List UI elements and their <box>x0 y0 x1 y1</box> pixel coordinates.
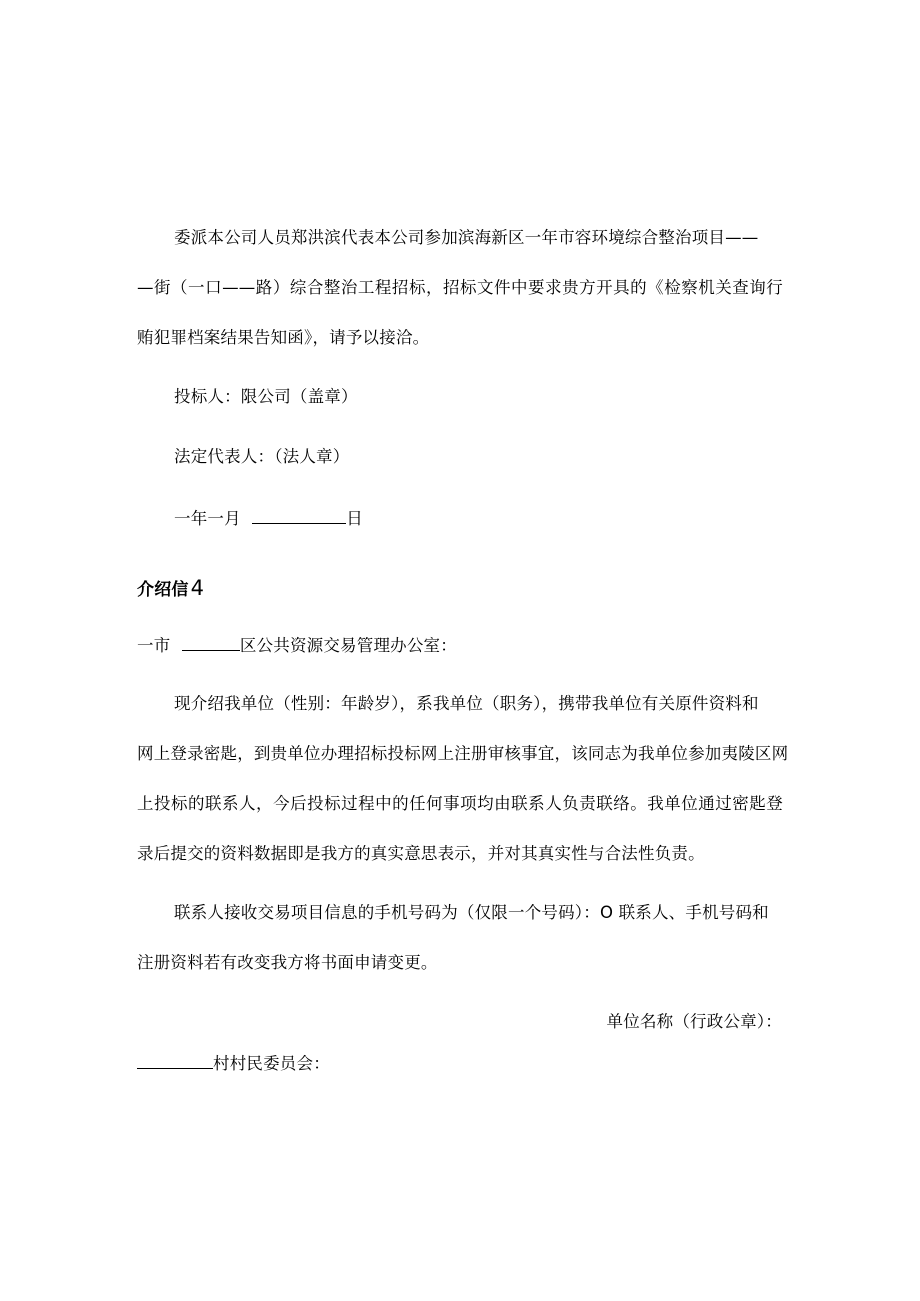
heading-title: 介绍信 <box>137 580 189 600</box>
paragraph-line: 委派本公司人员郑洪滨代表本公司参加滨海新区一年市容环境综合整治项目—— <box>174 228 759 247</box>
date-line <box>174 507 363 531</box>
unit-name-line: 单位名称（行政公章）： <box>606 1012 782 1031</box>
paragraph-line: 贿犯罪档案结果告知函》，请予以接洽。 <box>137 328 430 347</box>
paragraph-line: 网上登录密匙，到贵单位办理招标投标网上注册审核事宜，该同志为我单位参加夷陵区网 <box>137 744 789 763</box>
paragraph-line: 现介绍我单位（性别：年龄岁），系我单位（职务），携带我单位有关原件资料和 <box>174 694 759 713</box>
village-suffix: 村村民委员会： <box>213 1054 330 1073</box>
date-prefix: 一年一月 <box>174 509 241 528</box>
addressee-prefix: 一市 <box>137 636 171 655</box>
paragraph-line: 录后提交的资料数据即是我方的真实意思表示，并对其真实性与合法性负责。 <box>137 844 705 863</box>
paragraph-line: 联系人接收交易项目信息的手机号码为（仅限一个号码）：O 联系人、手机号码和 <box>174 903 769 922</box>
heading-number: 4 <box>190 576 205 600</box>
paragraph-line: —街（一口——路）综合整治工程招标，招标文件中要求贵方开具的《检察机关查询行 <box>137 278 783 297</box>
legal-representative-line: 法定代表人：（法人章） <box>174 447 350 466</box>
paragraph-line: 上投标的联系人，今后投标过程中的任何事项均由联系人负责联络。我单位通过密匙登 <box>137 794 783 813</box>
date-suffix: 日 <box>346 509 363 528</box>
village-line <box>137 1052 330 1076</box>
bidder-line: 投标人：限公司（盖章） <box>174 387 358 406</box>
date-blank <box>252 507 346 524</box>
paragraph-line: 注册资料若有改变我方将书面申请变更。 <box>137 953 438 972</box>
village-blank <box>137 1052 213 1069</box>
section-heading <box>137 576 204 602</box>
addressee-suffix: 区公共资源交易管理办公室： <box>239 636 457 655</box>
addressee-line <box>137 634 457 658</box>
city-blank <box>182 634 240 651</box>
